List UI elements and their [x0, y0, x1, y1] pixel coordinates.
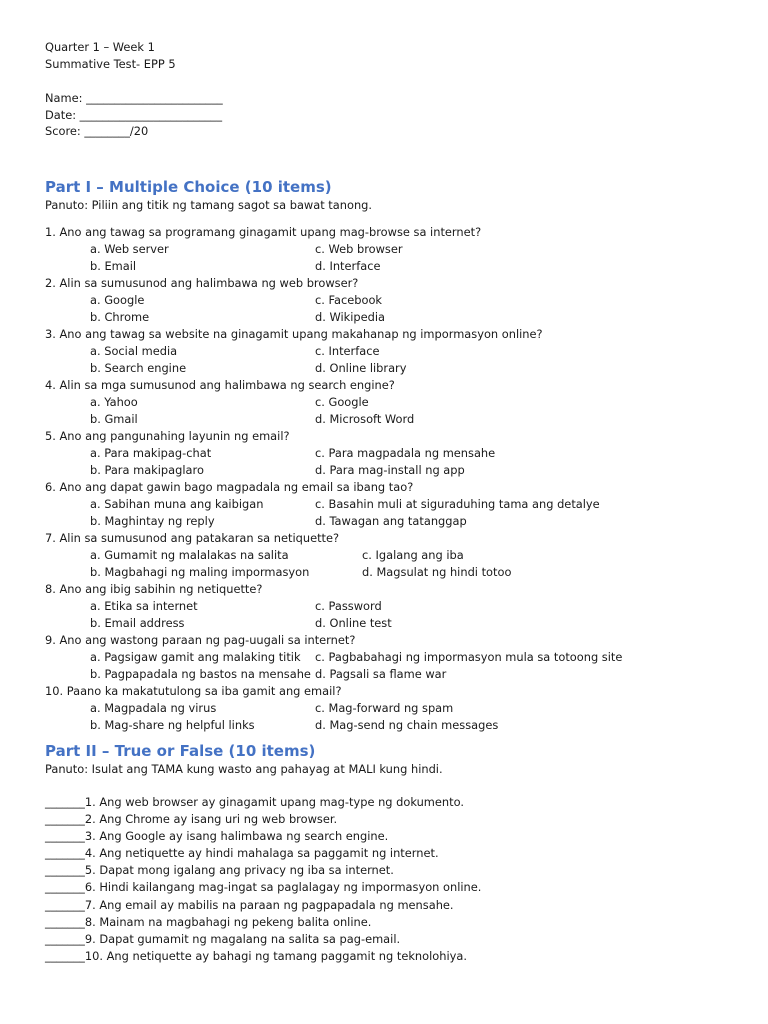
choice-c[interactable]: c. Facebook [315, 293, 383, 307]
tf-statement: 4. Ang netiquette ay hindi mahalaga sa paggamit ng internet. [84, 846, 439, 861]
question-text: 9. Ano ang wastong paraan ng pag-uugali sa internet? [45, 633, 356, 647]
question-text: 7. Alin sa sumusunod ang patakaran sa netiquette? [45, 531, 340, 545]
tf-item [45, 897, 745, 914]
choice-group [45, 241, 745, 275]
choice-b[interactable]: b. Pagpapadala ng bastos na mensahe [90, 667, 311, 681]
choice-a[interactable]: a. Google [90, 293, 145, 307]
choice-d[interactable]: d. Mag-send ng chain messages [315, 718, 499, 732]
choice-a[interactable]: a. Social media [90, 344, 178, 358]
choice-a[interactable]: a. Etika sa internet [90, 599, 198, 613]
choice-b[interactable]: b. Para makipaglaro [90, 463, 204, 477]
choice-a[interactable]: a. Pagsigaw gamit ang malaking titik [90, 650, 301, 664]
choice-c[interactable]: c. Web browser [315, 242, 403, 256]
answer-blank[interactable]: _______ [45, 829, 85, 844]
choice-group [45, 343, 745, 377]
tf-statement: 6. Hindi kailangang mag-ingat sa paglalagay ng impormasyon online. [84, 880, 482, 895]
choice-a[interactable]: a. Gumamit ng malalakas na salita [90, 548, 289, 562]
answer-blank[interactable]: _______ [45, 931, 85, 946]
choice-b[interactable]: b. Maghintay ng reply [90, 514, 215, 528]
answer-blank[interactable]: _______ [45, 846, 85, 861]
choice-a[interactable]: a. Web server [90, 242, 169, 256]
choice-c[interactable]: c. Mag-forward ng spam [315, 701, 454, 715]
tf-item [45, 811, 745, 828]
tf-item [45, 794, 745, 811]
choice-d[interactable]: d. Para mag-install ng app [315, 463, 465, 477]
tf-item [45, 948, 745, 965]
answer-blank[interactable]: _______ [45, 880, 85, 895]
date-field[interactable]: Date: _________________________ [45, 107, 223, 122]
answer-blank[interactable]: _______ [45, 812, 85, 827]
part1-section [45, 177, 745, 734]
answer-blank[interactable]: _______ [45, 863, 85, 878]
choice-b[interactable]: b. Magbahagi ng maling impormasyon [90, 565, 310, 579]
question-text: 3. Ano ang tawag sa website na ginagamit upang makahanap ng impormasyon online? [45, 327, 543, 341]
choice-a[interactable]: a. Yahoo [90, 395, 138, 409]
tf-statement: 1. Ang web browser ay ginagamit upang mag-type ng dokumento. [84, 795, 464, 809]
tf-statement: 10. Ang netiquette ay bahagi ng tamang paggamit ng teknolohiya. [84, 948, 467, 963]
choice-d[interactable]: d. Interface [315, 259, 381, 273]
tf-item [45, 845, 745, 862]
choice-b[interactable]: b. Mag-share ng helpful links [90, 718, 255, 732]
tf-statement: 7. Ang email ay mabilis na paraan ng pagpapadala ng mensahe. [84, 897, 454, 912]
question-text: 1. Ano ang tawag sa programang ginagamit upang mag-browse sa internet? [45, 225, 482, 239]
name-field[interactable]: Name: ________________________ [45, 91, 223, 105]
question-text: 2. Alin sa sumusunod ang halimbawa ng web browser? [45, 276, 359, 290]
question-text: 8. Ano ang ibig sabihin ng netiquette? [45, 582, 263, 596]
choice-group [45, 598, 745, 632]
choice-c[interactable]: c. Pagbabahagi ng impormasyon mula sa totoong site [315, 650, 623, 664]
choice-b[interactable]: b. Email address [90, 616, 185, 630]
part2-instruction: Panuto: Isulat ang TAMA kung wasto ang pahayag at MALI kung hindi. [45, 762, 443, 776]
answer-blank[interactable]: _______ [45, 795, 85, 809]
tf-statement: 5. Dapat mong igalang ang privacy ng iba sa internet. [84, 863, 394, 878]
choice-d[interactable]: d. Pagsali sa flame war [315, 667, 447, 681]
question-text: 5. Ano ang pangunahing layunin ng email? [45, 429, 290, 443]
choice-a[interactable]: a. Sabihan muna ang kaibigan [90, 497, 264, 511]
choice-group [45, 292, 745, 326]
answer-blank[interactable]: _______ [45, 897, 85, 912]
choice-a[interactable]: a. Para makipag-chat [90, 446, 212, 460]
question-text: 6. Ano ang dapat gawin bago magpadala ng email sa ibang tao? [45, 480, 414, 494]
choice-b[interactable]: b. Gmail [90, 412, 138, 426]
choice-d[interactable]: d. Microsoft Word [315, 412, 415, 426]
answer-blank[interactable]: _______ [45, 948, 85, 963]
choice-c[interactable]: c. Para magpadala ng mensahe [315, 446, 496, 460]
tf-item [45, 862, 745, 879]
tf-item [45, 914, 745, 931]
student-info [45, 90, 223, 140]
choice-c[interactable]: c. Google [315, 395, 369, 409]
choice-group [45, 445, 745, 479]
question-list [45, 224, 745, 734]
choice-b[interactable]: b. Chrome [90, 310, 150, 324]
score-field: Score: ________/20 [45, 124, 149, 138]
choice-c[interactable]: c. Password [315, 599, 382, 613]
choice-a[interactable]: a. Magpadala ng virus [90, 701, 217, 715]
tf-item [45, 828, 745, 845]
choice-group [45, 394, 745, 428]
tf-statement: 8. Mainam na magbahagi ng pekeng balita online. [84, 914, 372, 929]
choice-group [45, 700, 745, 734]
question-text: 10. Paano ka makatutulong sa iba gamit ang email? [45, 684, 342, 698]
tf-item [45, 931, 745, 948]
part1-title: Part I – Multiple Choice (10 items) [45, 178, 332, 196]
tf-statement: 2. Ang Chrome ay isang uri ng web browser. [84, 812, 338, 827]
test-title: Summative Test- EPP 5 [45, 56, 176, 71]
choice-b[interactable]: b. Email [90, 259, 137, 273]
choice-d[interactable]: d. Wikipedia [315, 310, 386, 324]
part2-section [45, 741, 745, 965]
choice-d[interactable]: d. Online test [315, 616, 392, 630]
quarter-week-label: Quarter 1 – Week 1 [45, 40, 155, 54]
choice-c[interactable]: c. Basahin muli at siguraduhing tama ang detalye [315, 497, 600, 511]
choice-group [45, 496, 745, 530]
choice-d[interactable]: d. Magsulat ng hindi totoo [362, 565, 512, 579]
tf-statement: 3. Ang Google ay isang halimbawa ng search engine. [84, 829, 389, 844]
choice-d[interactable]: d. Tawagan ang tatanggap [315, 514, 467, 528]
worksheet-header [45, 39, 176, 72]
choice-d[interactable]: d. Online library [315, 361, 407, 375]
choice-c[interactable]: c. Igalang ang iba [362, 548, 464, 562]
choice-b[interactable]: b. Search engine [90, 361, 187, 375]
true-false-list [45, 794, 745, 965]
choice-group [45, 547, 745, 581]
tf-statement: 9. Dapat gumamit ng magalang na salita sa pag-email. [84, 931, 401, 946]
answer-blank[interactable]: _______ [45, 914, 85, 929]
choice-group [45, 649, 745, 683]
choice-c[interactable]: c. Interface [315, 344, 380, 358]
part2-title: Part II – True or False (10 items) [45, 742, 316, 760]
part1-instruction: Panuto: Piliin ang titik ng tamang sagot sa bawat tanong. [45, 198, 373, 212]
tf-item [45, 879, 745, 896]
question-text: 4. Alin sa mga sumusunod ang halimbawa ng search engine? [45, 378, 395, 392]
